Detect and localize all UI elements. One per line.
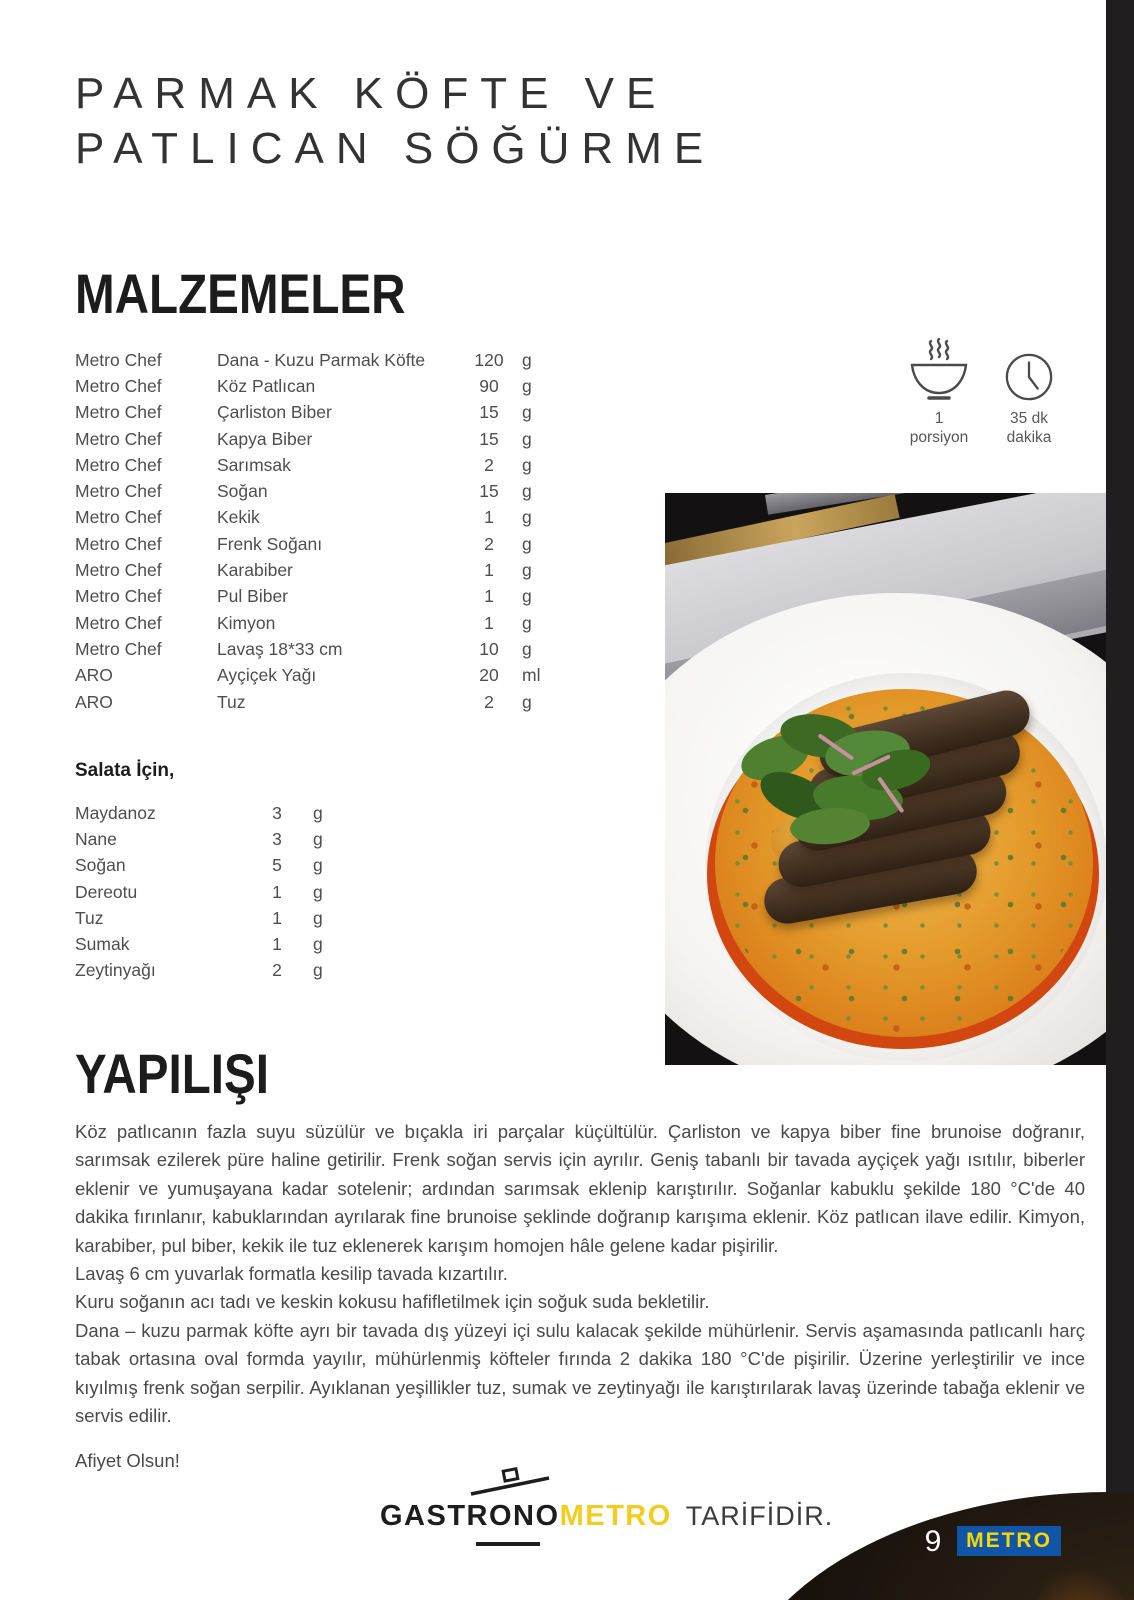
metro-logo: METRO [957,1526,1061,1556]
cell-name: Kekik [217,507,260,528]
cell-unit: g [522,612,532,633]
table-row [75,426,562,452]
table-row [75,853,343,879]
ingredients-table [75,347,562,715]
table-row [75,400,562,426]
clock-icon [1004,352,1054,402]
cell-unit: ml [522,665,541,686]
cell-brand: Metro Chef [75,454,162,475]
cell-name: Tuz [217,691,246,712]
portion-info [894,338,984,447]
page-title-line2: PATLICAN SÖĞÜRME [75,124,716,173]
cell-qty: 2 [272,960,282,981]
cell-brand: Metro Chef [75,481,162,502]
cell-qty: 90 [479,375,499,396]
cell-name: Sarımsak [217,454,291,475]
page-number: 9 [924,1525,942,1558]
table-row [75,557,562,583]
cell-qty: 20 [479,665,499,686]
ingredients-heading: MALZEMELER [75,262,406,325]
cell-brand: ARO [75,665,113,686]
table-row [75,452,562,478]
cell-name: Soğan [217,481,268,502]
cell-qty: 15 [479,481,499,502]
cell-name: Ayçiçek Yağı [217,665,317,686]
table-row [75,636,562,662]
cell-unit: g [313,828,323,849]
cell-qty: 1 [272,934,282,955]
preparation-paragraph: Dana – kuzu parmak köfte ayrı bir tavada dış yüzeyi içi sulu kalacak şekilde mühürlenir. Servis aşamasında patlıcanlı harç tabak ortasına oval formda yayılır, mühürlenmiş köfteler fırında 2 dakika 180 °C'de pişirilir. Üzerine yerleştirilir ve ince kıyılmış frenk soğan serpilir. Ayıklanan yeşillikler tuz, sumak ve zeytinyağı ile karıştırılarak lavaş üzerinde tabağa eklenir ve servis edilir. [75,1319,1085,1427]
cell-brand: Metro Chef [75,612,162,633]
preparation-text [75,1118,1085,1476]
cell-unit: g [313,907,323,928]
cell-brand: Metro Chef [75,402,162,423]
cell-unit: g [522,428,532,449]
logo-text-metro: METRO [559,1500,672,1532]
table-row [75,584,562,610]
cell-unit: g [522,481,532,502]
cell-name: Kimyon [217,612,276,633]
cell-name: Sumak [75,934,130,955]
cell-unit: g [522,691,532,712]
table-row [75,931,343,957]
cell-name: Köz Patlıcan [217,375,316,396]
gastronometro-logo [380,1500,833,1533]
cell-name: Nane [75,828,117,849]
salad-section-heading: Salata İçin, [75,760,175,781]
cell-brand: Metro Chef [75,349,162,370]
table-row [75,826,343,852]
time-info [990,338,1068,447]
cell-unit: g [522,638,532,659]
cell-qty: 120 [474,349,504,370]
cell-unit: g [313,881,323,902]
cell-qty: 1 [484,612,494,633]
page-title [75,66,715,176]
cell-unit: g [522,560,532,581]
cell-brand: Metro Chef [75,560,162,581]
pan-lid-icon [468,1463,552,1499]
cell-unit: g [313,960,323,981]
cell-brand: Metro Chef [75,375,162,396]
cell-qty: 1 [272,907,282,928]
cell-brand: Metro Chef [75,428,162,449]
salad-table [75,800,343,984]
cell-name: Dereotu [75,881,138,902]
cell-qty: 2 [484,454,494,475]
dish-photo [665,493,1106,1065]
cell-unit: g [522,507,532,528]
table-row [75,689,562,715]
cell-name: Maydanoz [75,802,156,823]
cell-unit: g [522,349,532,370]
cell-brand: Metro Chef [75,533,162,554]
cell-unit: g [522,454,532,475]
cell-unit: g [522,586,532,607]
table-row [75,800,343,826]
cell-qty: 1 [484,507,494,528]
logo-underline [476,1542,540,1546]
cell-qty: 1 [484,560,494,581]
time-label: dakika [1006,429,1052,446]
cell-brand: ARO [75,691,113,712]
cell-unit: g [522,375,532,396]
cell-name: Zeytinyağı [75,960,156,981]
cell-name: Lavaş 18*33 cm [217,638,343,659]
table-row [75,879,343,905]
cell-brand: Metro Chef [75,638,162,659]
page-title-line1: PARMAK KÖFTE VE [75,69,668,118]
portion-label: porsiyon [909,429,969,446]
cell-name: Çarliston Biber [217,402,332,423]
cell-qty: 2 [484,691,494,712]
cell-qty: 1 [484,586,494,607]
cell-name: Pul Biber [217,586,289,607]
cell-qty: 1 [272,881,282,902]
cell-name: Karabiber [217,560,293,581]
time-value: 35 dk [1010,410,1048,427]
preparation-paragraph: Kuru soğanın acı tadı ve keskin kokusu hafifletilmek için soğuk suda bekletilir. [75,1291,710,1313]
cell-unit: g [522,402,532,423]
cell-unit: g [313,934,323,955]
table-row [75,531,562,557]
cell-qty: 3 [272,802,282,823]
table-row [75,505,562,531]
cell-qty: 2 [484,533,494,554]
cell-qty: 15 [479,428,499,449]
cell-name: Dana - Kuzu Parmak Köfte [217,349,426,370]
cell-brand: Metro Chef [75,586,162,607]
cell-unit: g [313,802,323,823]
table-row [75,478,562,504]
table-row [75,347,562,373]
steaming-bowl-icon [908,338,970,402]
portion-value: 1 [934,410,944,427]
cell-name: Frenk Soğanı [217,533,323,554]
table-row [75,958,343,984]
preparation-paragraph: Köz patlıcanın fazla suyu süzülür ve bıçakla iri parçalar küçültülür. Çarliston ve kapya biber fine brunoise doğranır, sarımsak ezilerek püre haline getirilir. Frenk soğan servis için ayrılır. Geniş tabanlı bir tavada ayçiçek yağı ısıtılır, biberler eklenir ve yumuşayana kadar sotelenir; ardından sarımsak eklenip karıştırılır. Soğanlar kabuklu şekilde 180 °C'de 40 dakika fırınlanır, kabuklarından ayrılarak fine brunoise şeklinde doğranıp karışıma eklenir. Köz patlıcan ilave edilir. Kimyon, karabiber, pul biber, kekik ile tuz eklenerek karışım homojen hâle gelene kadar pişirilir. [75,1121,1085,1256]
table-row [75,373,562,399]
preparation-paragraph: Lavaş 6 cm yuvarlak formatla kesilip tavada kızartılır. [75,1263,508,1285]
table-row [75,610,562,636]
cell-brand: Metro Chef [75,507,162,528]
cell-name: Soğan [75,855,126,876]
cell-name: Kapya Biber [217,428,313,449]
right-edge-dark-strip [1106,0,1134,1600]
cell-unit: g [522,533,532,554]
table-row [75,663,562,689]
logo-text-gastrono: GASTRONO [380,1500,560,1532]
logo-suffix: TARİFİDİR. [685,1501,834,1531]
cell-name: Tuz [75,907,104,928]
cell-qty: 3 [272,828,282,849]
cell-qty: 10 [479,638,499,659]
cell-qty: 5 [272,855,282,876]
cell-qty: 15 [479,402,499,423]
closing-note: Afiyet Olsun! [75,1450,180,1472]
preparation-heading: YAPILIŞI [75,1042,270,1105]
table-row [75,905,343,931]
cell-unit: g [313,855,323,876]
